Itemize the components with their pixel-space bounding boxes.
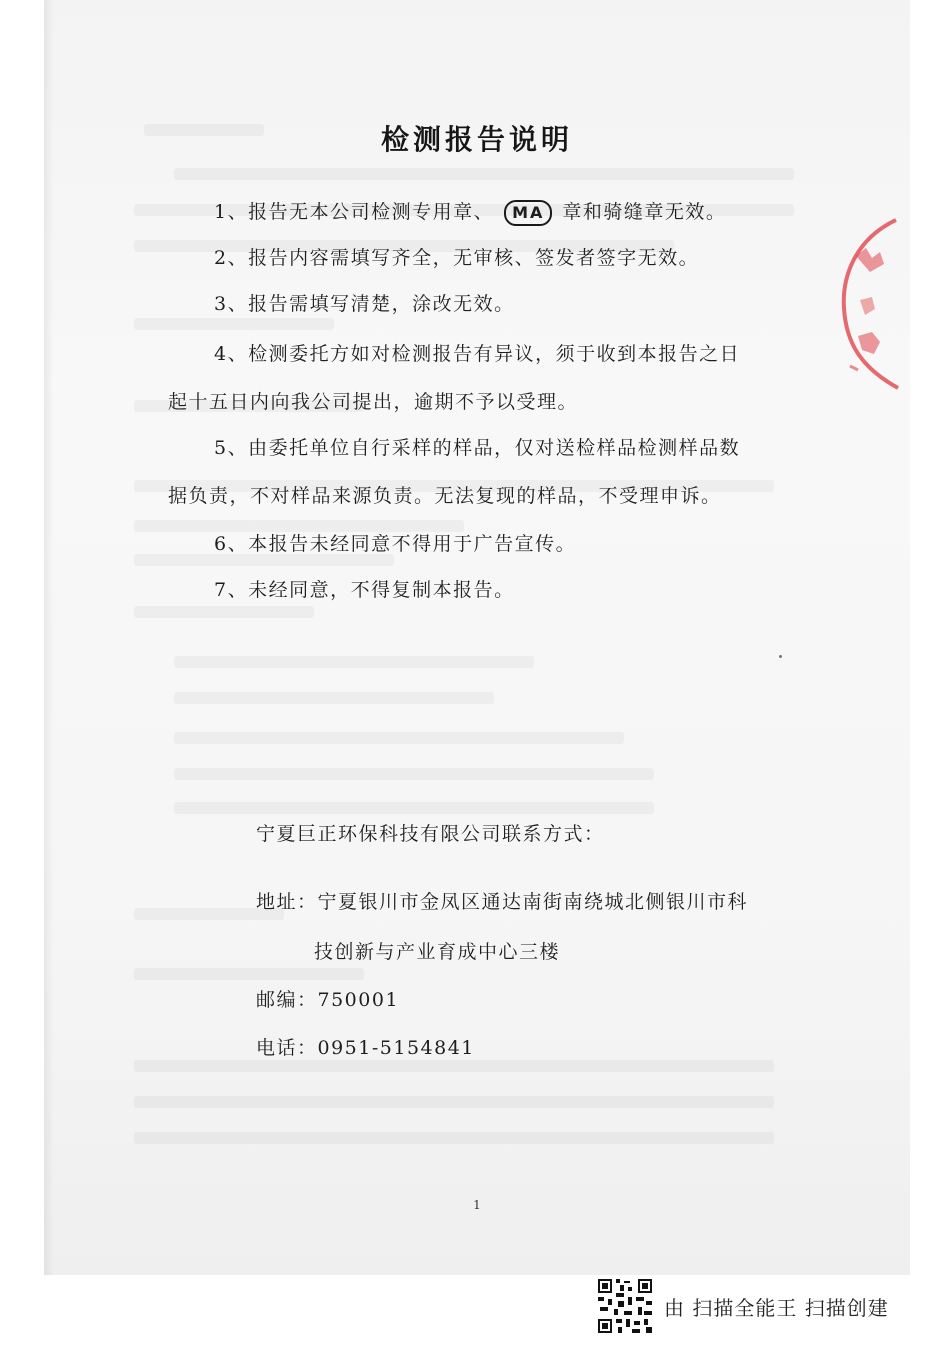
- bleed-through: [174, 168, 794, 180]
- bleed-through: [174, 802, 654, 814]
- qr-code-icon: [596, 1277, 654, 1335]
- page-title: 检测报告说明: [380, 123, 573, 156]
- note-3: 3、报告需填写清楚，涂改无效。: [214, 293, 515, 315]
- note-4-line-2: 起十五日内向我公司提出，逾期不予以受理。: [168, 391, 579, 413]
- bleed-through: [134, 1096, 774, 1108]
- document-page: [44, 0, 910, 1275]
- contact-address-line-1: 地址：宁夏银川市金凤区通达南街南绕城北侧银川市科: [256, 891, 749, 913]
- page-number: 1: [473, 1198, 481, 1212]
- contact-heading: 宁夏巨正环保科技有限公司联系方式：: [256, 823, 605, 845]
- page-edge-shadow: [44, 0, 54, 1275]
- contact-address-line-2: 技创新与产业育成中心三楼: [314, 941, 561, 963]
- bleed-through: [174, 656, 534, 668]
- speck: [779, 655, 782, 658]
- note-6: 6、本报告未经同意不得用于广告宣传。: [214, 533, 577, 555]
- note-7: 7、未经同意，不得复制本报告。: [214, 579, 515, 601]
- bleed-through: [174, 692, 494, 704]
- contact-phone: 电话：0951-5154841: [256, 1037, 475, 1059]
- bleed-through: [134, 1132, 774, 1144]
- bleed-through: [174, 768, 654, 780]
- cma-mark-icon: MA: [504, 200, 552, 226]
- bleed-through: [134, 968, 364, 980]
- scanner-watermark-text: 由 扫描全能王 扫描创建: [664, 1296, 889, 1320]
- contact-postcode: 邮编：750001: [256, 989, 400, 1011]
- bleed-through: [134, 1060, 774, 1072]
- note-5-line-1: 5、由委托单位自行采样的样品，仅对送检样品检测样品数: [214, 437, 741, 459]
- bleed-through: [174, 732, 624, 744]
- bleed-through: [134, 318, 334, 330]
- note-1-text-post: 章和骑缝章无效。: [562, 201, 727, 223]
- seal-stamp-icon: [836, 216, 906, 391]
- note-5-line-2: 据负责，不对样品来源负责。无法复现的样品，不受理申诉。: [168, 485, 722, 507]
- note-4-line-1: 4、检测委托方如对检测报告有异议，须于收到本报告之日: [214, 343, 741, 365]
- bleed-through: [134, 606, 314, 618]
- note-1: [214, 200, 726, 226]
- note-2: 2、报告内容需填写齐全，无审核、签发者签字无效。: [214, 247, 700, 269]
- note-1-text-pre: 1、报告无本公司检测专用章、: [214, 201, 495, 223]
- bleed-through: [134, 520, 464, 532]
